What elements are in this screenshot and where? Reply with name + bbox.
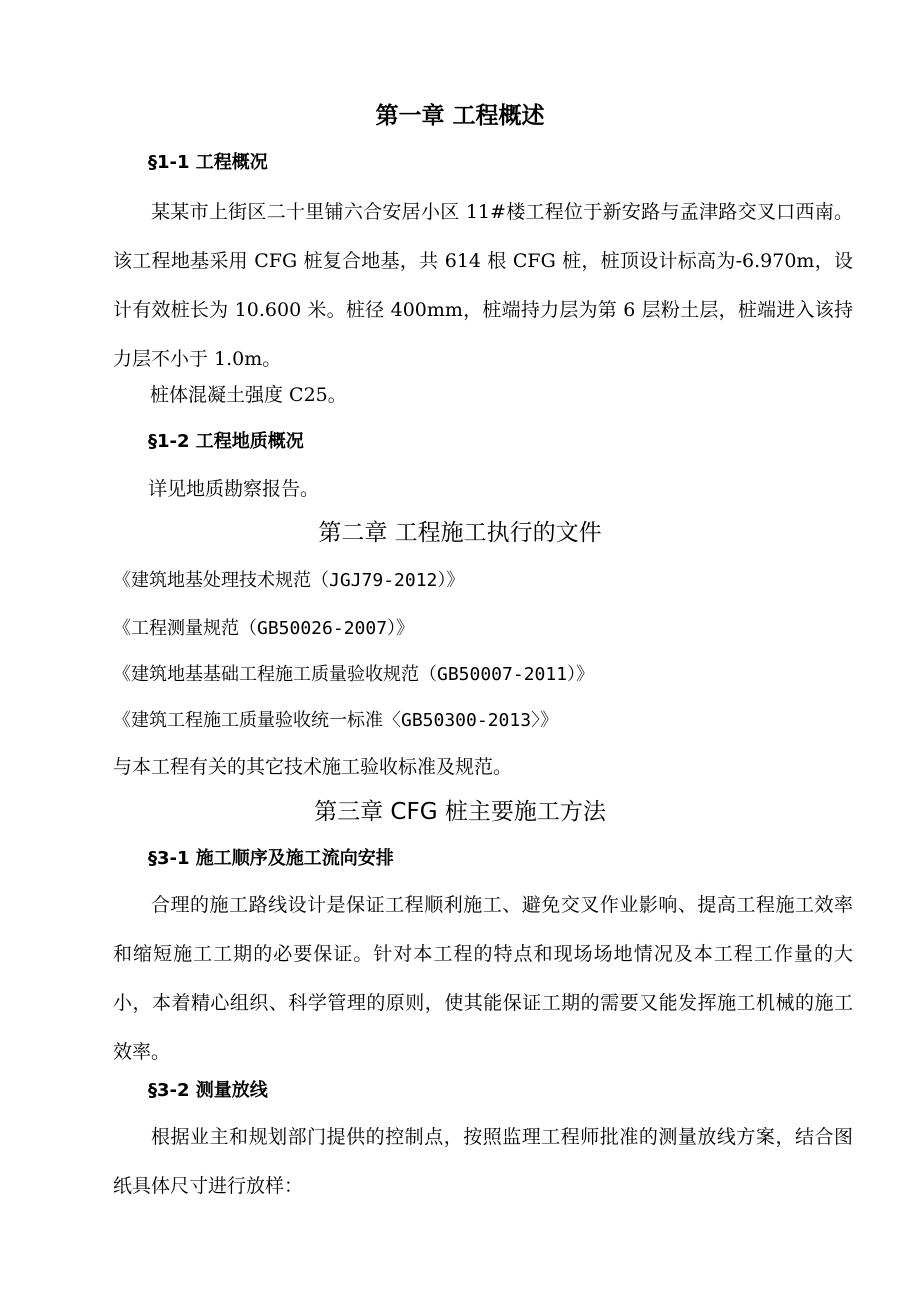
section-1-1-heading: §1-1 工程概况 — [148, 152, 268, 173]
section-3-2-paragraph: 根据业主和规划部门提供的控制点，按照监理工程师批准的测量放线方案，结合图纸具体尺寸进行放样： — [113, 1126, 853, 1197]
document-item: 《建筑工程施工质量验收统一标准〈GB50300-2013〉》 — [113, 710, 559, 731]
section-3-2-heading: §3-2 测量放线 — [148, 1080, 268, 1101]
concrete-strength-line: 桩体混凝土强度 C25。 — [150, 384, 347, 406]
document-item: 《工程测量规范（GB50026-2007）》 — [113, 618, 415, 639]
chapter-1-title: 第一章 工程概述 — [375, 103, 545, 129]
chapter-3-title: 第三章 CFG 桩主要施工方法 — [314, 799, 606, 825]
section-3-1-paragraph: 合理的施工路线设计是保证工程顺利施工、避免交叉作业影响、提高工程施工效率和缩短施工工期的必要保证。针对本工程的特点和现场场地情况及本工程工作量的大小，本着精心组织、科学管理的原则，使其能保证工期的需要又能发挥施工机械的施工效率。 — [113, 894, 853, 1063]
document-item: 《建筑地基处理技术规范（JGJ79-2012）》 — [113, 570, 465, 591]
section-1-2-heading: §1-2 工程地质概况 — [148, 431, 304, 452]
other-standards-line: 与本工程有关的其它技术施工验收标准及规范。 — [113, 756, 513, 778]
section-1-1-paragraph: 某某市上街区二十里铺六合安居小区 11#楼工程位于新安路与孟津路交叉口西南。该工程地基采用 CFG 桩复合地基，共 614 根 CFG 桩，桩顶设计标高为-6.970m，设计有效桩长为 10.600 米。桩径 400mm，桩端持力层为第 6 层粉土层，桩端进入该持力层不小于 1.0m。 — [113, 201, 853, 370]
chapter-2-title: 第二章 工程施工执行的文件 — [318, 520, 602, 546]
section-1-2-text: 详见地质勘察报告。 — [148, 478, 320, 500]
section-3-1-heading: §3-1 施工顺序及施工流向安排 — [148, 848, 394, 869]
document-item: 《建筑地基基础工程施工质量验收规范（GB50007-2011）》 — [113, 664, 595, 685]
